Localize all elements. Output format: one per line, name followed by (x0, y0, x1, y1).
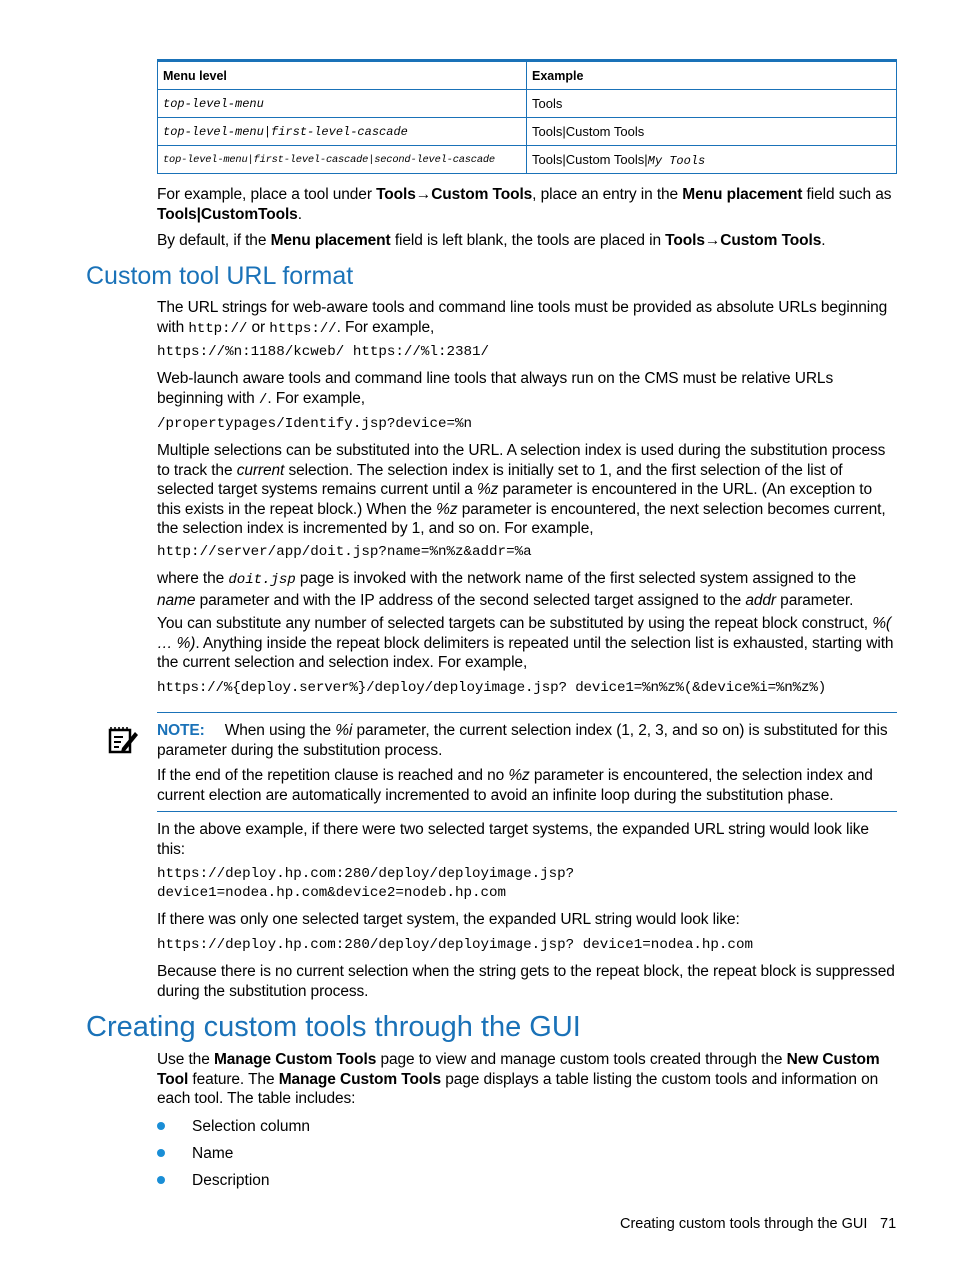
table-row (158, 118, 897, 146)
example-text: Tools|Custom Tools| (532, 151, 648, 167)
text: parameter is encountered, the selection index and current election are automatically incremented to avoid an infinite loop during the substitution phase. (157, 767, 873, 804)
note-top-rule (157, 712, 897, 713)
code-example-1: https://%n:1188/kcweb/ https://%l:2381/ (157, 344, 490, 360)
menu-level-cell: top-level-menu (158, 90, 527, 118)
text: For example, place a tool under (157, 186, 377, 203)
text: Use the (157, 1051, 214, 1068)
section-heading-gui: Creating custom tools through the GUI (86, 1011, 581, 1043)
text: New Custom Tool (157, 1051, 880, 1088)
text: parameter, the current selection index (1, 2, 3, and so on) is substituted for this parameter during the substitution process. (157, 722, 888, 759)
table-header-row (158, 61, 897, 90)
url-paragraph-8: Because there is no current selection when the string gets to the repeat block, the repeat block is suppressed during the substitution process. (157, 963, 895, 1000)
section-heading-url-format: Custom tool URL format (86, 262, 354, 290)
text: parameter. (775, 591, 854, 609)
column-header-menu-level: Menu level (158, 61, 527, 90)
footer-section-title: Creating custom tools through the GUI (620, 1216, 868, 1232)
menu-level-cell: top-level-menu|first-level-cascade (158, 118, 527, 146)
text: , place an entry in the (532, 186, 683, 203)
list-item: Name (192, 1145, 234, 1162)
note-paragraph-1 (157, 721, 897, 760)
text: Tools (376, 186, 416, 203)
menu-level-table (157, 59, 897, 174)
text: selection. The selection index is initially set to 1, and the first selection of the list of selected target systems remains current until a (157, 461, 843, 498)
inline-code: / (258, 391, 268, 408)
text: page displays a table listing the custom tools and information on each tool. The table includes: (157, 1070, 879, 1107)
text: Tools (665, 232, 705, 249)
text: . (821, 232, 826, 249)
code-example-2: /propertypages/Identify.jsp?device=%n (157, 416, 473, 432)
bullet-icon (157, 1176, 165, 1184)
url-paragraph-6: In the above example, if there were two selected target systems, the expanded URL string would look like this: (157, 821, 869, 858)
text: name (157, 591, 196, 609)
url-paragraph-4 (157, 569, 897, 610)
note-bottom-rule (157, 811, 897, 812)
inline-code: https:// (269, 320, 337, 337)
text: %( … %) (157, 615, 891, 652)
list-item: Selection column (192, 1118, 311, 1135)
url-paragraph-1 (157, 298, 897, 339)
text: %i (335, 722, 353, 739)
text: Multiple selections can be substituted into the URL. A selection index is used during the substitution process to track the (157, 442, 886, 479)
text: parameter is encountered in the URL. (An exception to this exists in the repeat block.) When the (157, 481, 873, 518)
table-row (158, 146, 897, 174)
example-mono-text: My Tools (647, 153, 706, 168)
text: The URL strings for web-aware tools and command line tools must be provided as absolute URLs beginning with (157, 299, 888, 336)
text: . (297, 205, 302, 223)
text: If the end of the repetition clause is reached and no (157, 767, 509, 784)
text: By default, if the (157, 232, 271, 249)
url-paragraph-2 (157, 369, 897, 410)
code-example-4: https://%{deploy.server%}/deploy/deployimage.jsp? device1=%n%z%(&device%i=%n%z%) (157, 680, 827, 696)
text: where the (157, 570, 229, 587)
url-paragraph-5 (157, 614, 897, 673)
example-cell: Tools (527, 90, 897, 118)
intro-paragraph-1 (157, 185, 897, 224)
arrow: → (415, 186, 432, 203)
code-example-3: http://server/app/doit.jsp?name=%n%z&addr=%a (157, 544, 532, 560)
text: page to view and manage custom tools created through the (376, 1051, 787, 1068)
text: Custom Tools (431, 186, 533, 203)
table-row (158, 90, 897, 118)
text: Manage Custom Tools (213, 1051, 377, 1068)
text: addr (745, 591, 776, 609)
text: or (247, 318, 270, 336)
intro-paragraph-2 (157, 231, 897, 251)
code-example-5-line-1: https://deploy.hp.com:280/deploy/deployimage.jsp? (157, 866, 575, 882)
text: feature. The (188, 1070, 279, 1088)
bullet-icon (157, 1149, 165, 1157)
example-cell: Tools|Custom Tools (527, 118, 897, 146)
code-example-6: https://deploy.hp.com:280/deploy/deployimage.jsp? device1=nodea.hp.com (157, 937, 753, 953)
url-paragraph-3 (157, 441, 897, 539)
bullet-icon (157, 1122, 165, 1130)
text: parameter is encountered, the next selection becomes current, the selection index is incremented by 1, and so on. For example, (157, 500, 886, 537)
text: page is invoked with the network name of the first selected system assigned to the (295, 570, 857, 587)
note-icon (108, 724, 140, 754)
arrow: → (704, 232, 721, 249)
text: . Anything inside the repeat block delimiters is repeated until the selection list is exhausted, starting with the current selection and selection index. For example, (157, 634, 894, 671)
text: %z (476, 481, 499, 498)
inline-code: doit.jsp (228, 572, 296, 588)
text: Custom Tools (720, 232, 822, 249)
text: Menu placement (682, 186, 803, 203)
page-number: 71 (880, 1216, 897, 1232)
text: . For example, (336, 318, 435, 336)
text: Manage Custom Tools (278, 1070, 441, 1088)
text: When using the (224, 722, 336, 739)
text: field is left blank, the tools are placed in (390, 232, 666, 249)
list-item: Description (192, 1172, 270, 1189)
note-label: NOTE: (157, 722, 205, 739)
text: You can substitute any number of selected targets can be substituted by using the repeat block construct, (157, 615, 873, 632)
menu-level-cell: top-level-menu|first-level-cascade|second-level-cascade (158, 146, 527, 174)
text: . For example, (267, 389, 366, 407)
inline-code: http:// (188, 320, 248, 337)
text: %z (436, 500, 458, 518)
text: parameter and with the IP address of the second selected target assigned to the (195, 591, 746, 609)
code-example-5-line-2: device1=nodea.hp.com&device2=nodeb.hp.com (157, 885, 507, 901)
text: Tools|CustomTools (157, 205, 298, 223)
text: Web-launch aware tools and command line tools that always run on the CMS must be relative URLs beginning with (157, 370, 834, 407)
note-paragraph-2 (157, 766, 897, 805)
text: %z (508, 767, 530, 784)
text: current (236, 461, 285, 479)
text: Menu placement (270, 232, 391, 249)
column-header-example: Example (527, 61, 897, 90)
gui-paragraph-1 (157, 1050, 897, 1109)
url-paragraph-7: If there was only one selected target system, the expanded URL string would look like: (157, 911, 740, 928)
example-cell (527, 146, 897, 174)
text: field such as (802, 186, 892, 203)
